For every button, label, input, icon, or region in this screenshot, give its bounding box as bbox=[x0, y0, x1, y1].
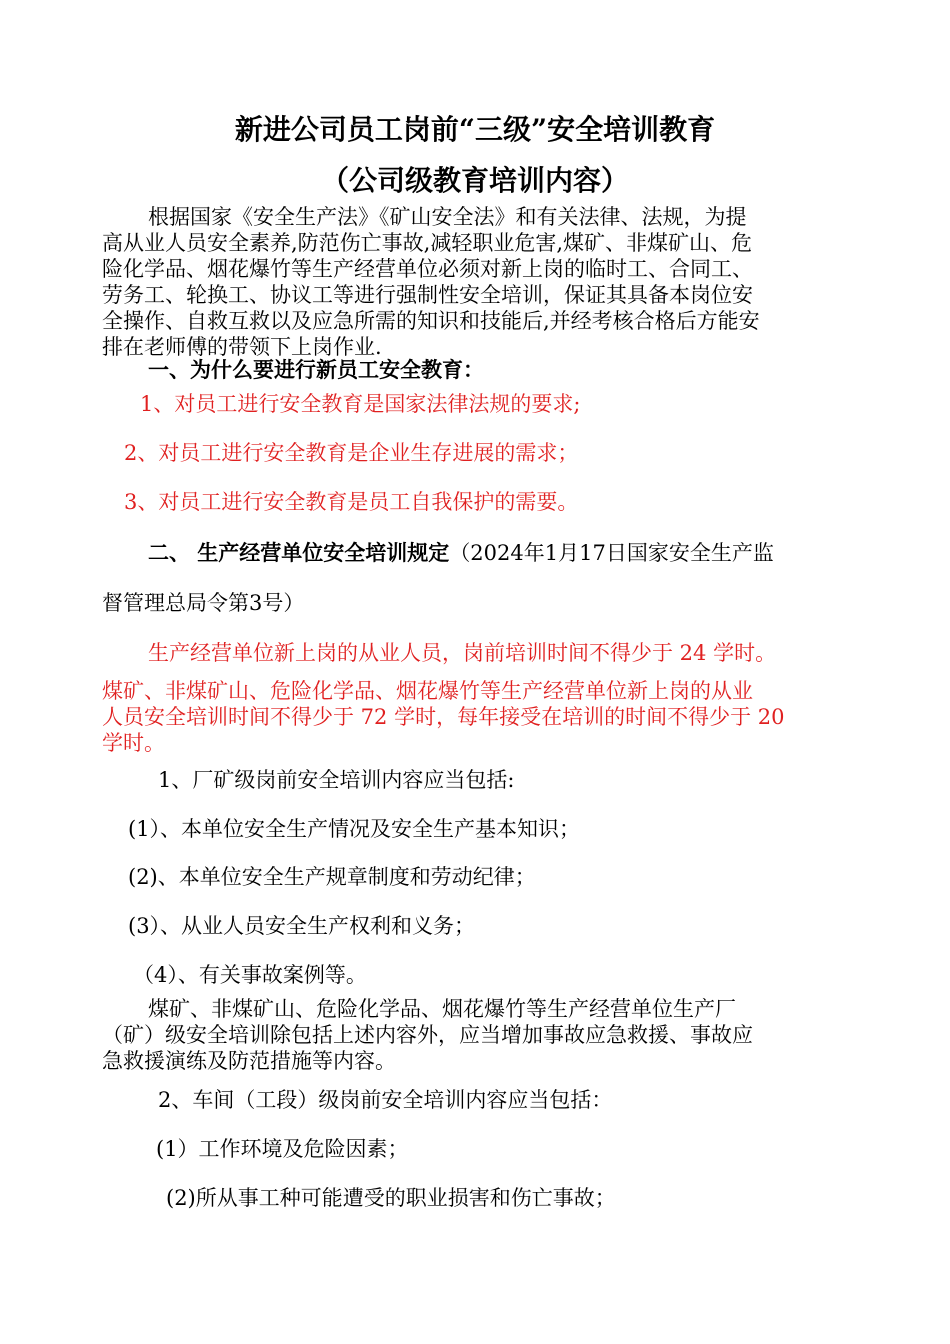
intro-line: 排在老师傅的带领下上岗作业. bbox=[102, 335, 382, 359]
reason-item: 3、对员工进行安全教育是员工自我保护的需要。 bbox=[124, 490, 579, 514]
section-heading: 一、为什么要进行新员工安全教育： bbox=[148, 357, 484, 382]
intro-line: 险化学品、烟花爆竹等生产经营单位必须对新上岗的临时工、合同工、 bbox=[102, 257, 753, 281]
list-item: (1）工作环境及危险因素； bbox=[156, 1137, 409, 1161]
rule-mines-line: 煤矿、非煤矿山、危险化学品、烟花爆竹等生产经营单位新上岗的从业 bbox=[102, 679, 753, 703]
intro-line: 根据国家《安全生产法》《矿山安全法》和有关法律、法规，为提 bbox=[148, 205, 747, 229]
reason-item: 1、对员工进行安全教育是国家法律法规的要求; bbox=[140, 392, 581, 416]
reason-item: 2、对员工进行安全教育是企业生存进展的需求； bbox=[124, 441, 579, 465]
section2-line bbox=[148, 540, 774, 566]
subsection-heading: 1、厂矿级岗前安全培训内容应当包括: bbox=[158, 768, 515, 792]
document-subtitle: （公司级教育培训内容） bbox=[320, 164, 629, 197]
list-item: (2)、本单位安全生产规章制度和劳动纪律； bbox=[128, 865, 536, 889]
intro-line: 高从业人员安全素养,防范伤亡事故,减轻职业危害,煤矿、非煤矿山、危 bbox=[102, 231, 753, 255]
list-item: (1）、本单位安全生产情况及安全生产基本知识； bbox=[128, 817, 581, 841]
section-heading: 二、 生产经营单位安全培训规定 bbox=[148, 540, 450, 565]
intro-line: 全操作、自救互救以及应急所需的知识和技能后,并经考核合格后方能安 bbox=[102, 309, 760, 333]
intro-line: 劳务工、轮换工、协议工等进行强制性安全培训，保证其具备本岗位安 bbox=[102, 283, 753, 307]
rule-mines-line: 学时。 bbox=[102, 731, 165, 755]
factory-extra-line: 急救援演练及防范措施等内容。 bbox=[102, 1049, 396, 1073]
regulation-source-cont: 督管理总局令第3号） bbox=[102, 591, 305, 615]
list-item: (3）、从业人员安全生产权利和义务； bbox=[128, 914, 476, 938]
rule-mines-line: 人员安全培训时间不得少于 72 学时，每年接受在培训的时间不得少于 20 bbox=[102, 705, 785, 729]
list-item: （4）、有关事故案例等。 bbox=[133, 963, 367, 987]
regulation-source: （2024年1月17日国家安全生产监 bbox=[449, 541, 774, 565]
factory-extra-line: 煤矿、非煤矿山、危险化学品、烟花爆竹等生产经营单位生产厂 bbox=[148, 997, 736, 1021]
document-title: 新进公司员工岗前“三级”安全培训教育 bbox=[234, 113, 716, 146]
factory-extra-line: （矿）级安全培训除包括上述内容外，应当增加事故应急救援、事故应 bbox=[102, 1023, 753, 1047]
subsection-heading: 2、车间（工段）级岗前安全培训内容应当包括： bbox=[158, 1088, 613, 1112]
list-item: (2)所从事工种可能遭受的职业损害和伤亡事故； bbox=[166, 1186, 616, 1210]
rule-hours: 生产经营单位新上岗的从业人员，岗前培训时间不得少于 24 学时。 bbox=[148, 641, 777, 665]
